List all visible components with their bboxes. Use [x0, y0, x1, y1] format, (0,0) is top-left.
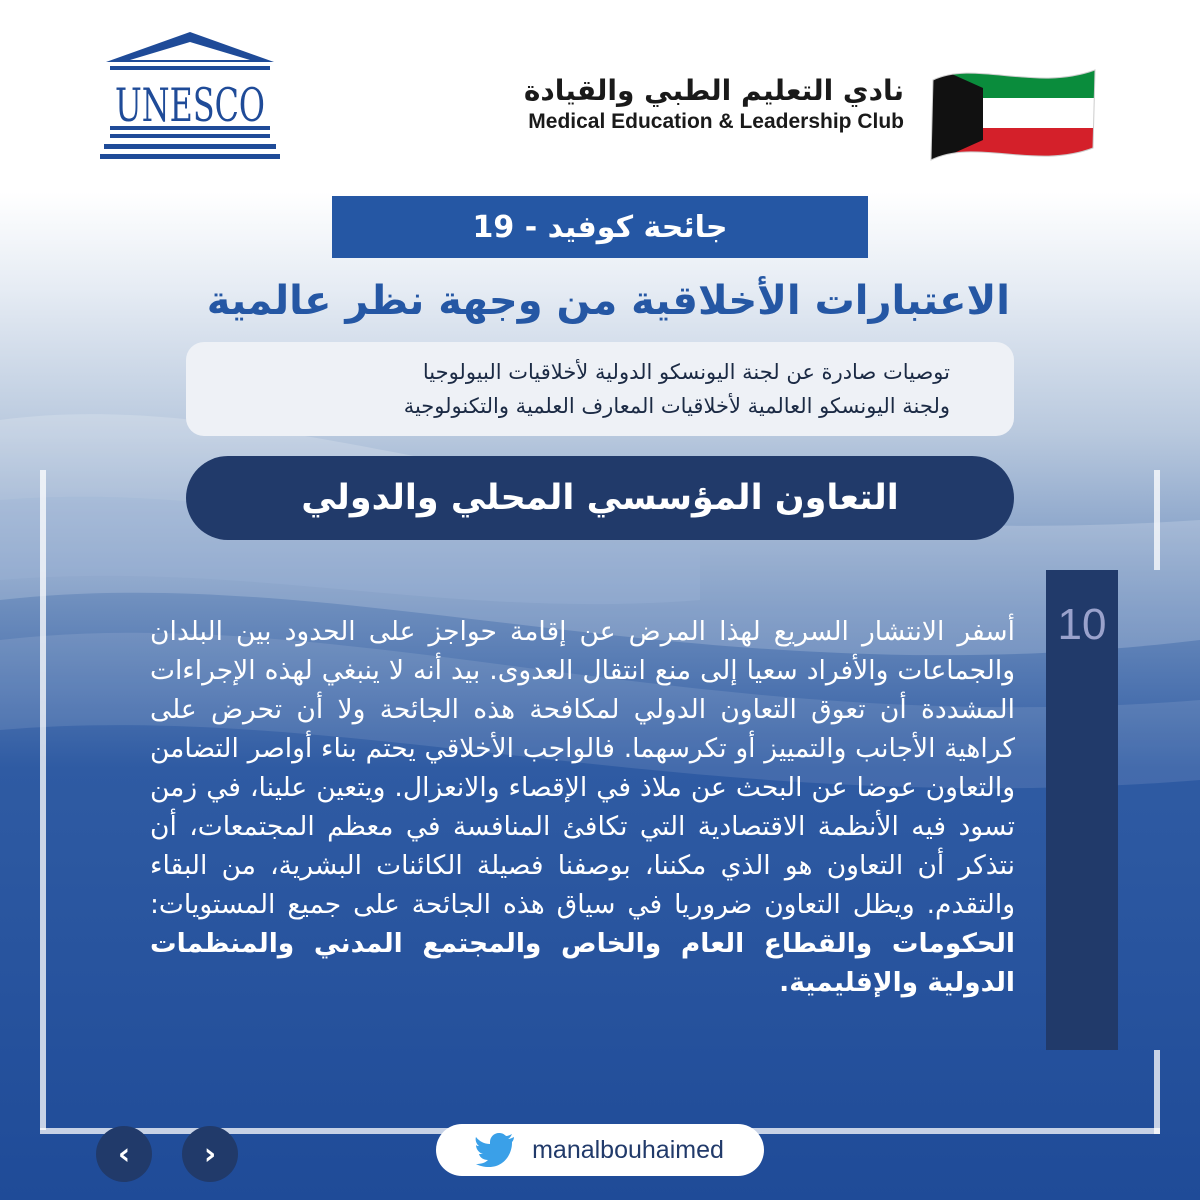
twitter-handle: manalbouhaimed: [532, 1135, 724, 1164]
club-name-arabic: نادي التعليم الطبي والقيادة: [523, 74, 904, 107]
twitter-handle-pill[interactable]: [436, 1124, 764, 1176]
body-text: أسفر الانتشار السريع لهذا المرض عن إقامة حواجز على الحدود بين البلدان والجماعات والأفراد سعيا إلى منع انتقال العدوى. بيد أنه لا ينبغي لهذه الإجراءات المشددة أن تعوق التعاون الدولي لمكافحة هذه الجائحة ولا أن تحرض على كراهية الأجانب والتمييز أو تكرسهما. فالواجب الأخلاقي يحتم بناء أواصر التضامن والتعاون عوضا عن البحث عن ملاذ في الإقصاء والانعزال. ويتعين علينا، في زمن تسود فيه الأنظمة الاقتصادية التي تكافئ المنافسة في معظم المجتمعات، أن نتذكر أن التعاون هو الذي مكننا، بوصفنا فصيلة الكائنات البشرية، من البقاء والتقدم. ويظل التعاون ضروريا في سياق هذه الجائحة على جميع المستويات:: [150, 616, 1015, 920]
chevron-left-icon: ‹: [117, 1136, 131, 1172]
next-button[interactable]: [182, 1126, 238, 1182]
club-name-english: Medical Education & Leadership Club: [528, 110, 904, 133]
section-title: التعاون المؤسسي المحلي والدولي: [301, 478, 899, 518]
recommendation-line-2: ولجنة اليونسكو العالمية لأخلاقيات المعارف العلمية والتكنولوجية: [403, 394, 950, 418]
recommendation-box: [186, 342, 1014, 436]
club-name: [524, 74, 904, 136]
section-title-pill: [186, 456, 1014, 540]
covid-banner-label: جائحة كوفيد - 19: [472, 209, 728, 245]
item-number: 10: [1057, 600, 1107, 649]
twitter-bird-icon: [476, 1133, 516, 1167]
frame-line-right: [1154, 470, 1160, 570]
page-title: الاعتبارات الأخلاقية من وجهة نظر عالمية: [206, 278, 1010, 324]
chevron-right-icon: ›: [203, 1136, 217, 1172]
frame-line-right-lower: [1154, 1050, 1160, 1134]
kuwait-flag-icon: [925, 62, 1100, 166]
covid-banner: [332, 196, 868, 258]
unesco-logo-icon: [100, 28, 280, 160]
body-emphasis: الحكومات والقطاع العام والخاص والمجتمع المدني والمنظمات الدولية والإقليمية.: [150, 928, 1015, 998]
recommendation-line-1: توصيات صادرة عن لجنة اليونسكو الدولية لأخلاقيات البيولوجيا: [422, 360, 950, 384]
prev-button[interactable]: [96, 1126, 152, 1182]
unesco-logo-text: UNESCO: [115, 78, 265, 132]
body-paragraph: [150, 612, 1015, 1002]
frame-line-left: [40, 470, 46, 1130]
